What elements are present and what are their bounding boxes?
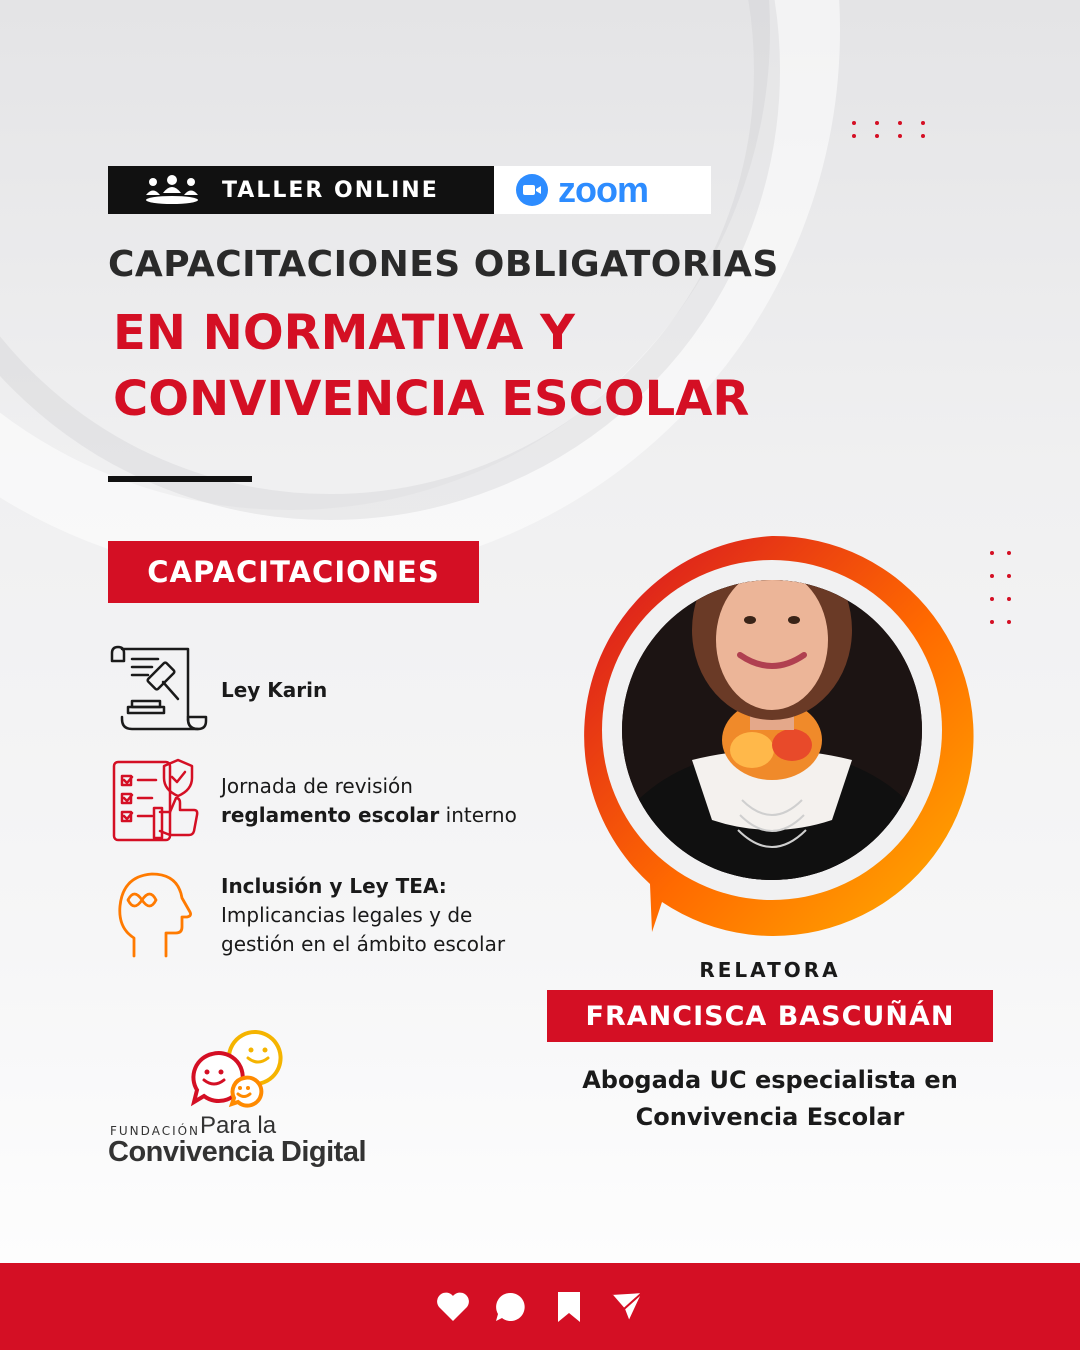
heart-icon[interactable] [435,1289,471,1325]
decor-dots-right [990,551,1011,624]
taller-online-label: TALLER ONLINE [222,177,439,203]
header-tag-row [108,166,711,214]
list-item-inclusion [108,870,505,960]
speaker-portrait-image [622,580,922,880]
divider-rule [108,476,252,482]
item-bold-text: Ley Karin [221,677,328,702]
item-bold-text: Inclusión y Ley TEA: [221,873,447,898]
item-text-line: Implicancias legales y de [221,902,473,927]
group-people-icon [144,175,200,205]
item-text-rest: interno [439,803,517,827]
title-highlight [113,300,749,432]
logo-small-text: FUNDACIÓN [110,1124,201,1138]
background-arc [0,0,840,580]
list-item-ley-karin [108,645,327,735]
speaker-role: RELATORA [699,958,841,982]
item-bold-text: reglamento escolar [221,803,440,827]
item-text-line [221,801,517,830]
item-text-line [221,872,505,901]
comment-icon[interactable] [493,1289,529,1325]
logo-line-2: Convivencia Digital [108,1136,367,1168]
item-label [221,676,327,705]
logo-line-1: Para la [200,1112,277,1139]
send-icon[interactable] [609,1289,645,1325]
social-footer-bar [0,1263,1080,1350]
title-line-3: CONVIVENCIA ESCOLAR [113,371,750,427]
zoom-tag [494,166,711,214]
capacitaciones-badge: CAPACITACIONES [108,541,479,603]
gavel-document-icon [108,645,208,735]
item-label [221,772,517,830]
list-item-reglamento [108,756,517,846]
foundation-logo [108,1028,388,1173]
bookmark-icon[interactable] [551,1289,587,1325]
taller-online-tag [108,166,494,214]
title-line-2: EN NORMATIVA Y [113,305,575,361]
speaker-bio-line: Convivencia Escolar [635,1103,905,1131]
item-text-line: Jornada de revisión [221,774,413,798]
infinity-head-icon [108,870,208,960]
zoom-logo-text: zoom [558,169,648,210]
speaker-name-badge: FRANCISCA BASCUÑÁN [547,990,993,1042]
item-label [221,872,505,959]
speaker-photo [622,580,922,880]
speaker-bio-line: Abogada UC especialista en [582,1066,958,1094]
checklist-shield-icon [108,756,208,846]
item-text-line: gestión en el ámbito escolar [221,931,506,956]
speaker-bio [547,1062,993,1136]
smiley-bubbles-icon [184,1028,296,1120]
zoom-camera-icon [516,174,548,206]
decor-dots-top [852,121,925,138]
title-line-1: CAPACITACIONES OBLIGATORIAS [108,244,779,285]
